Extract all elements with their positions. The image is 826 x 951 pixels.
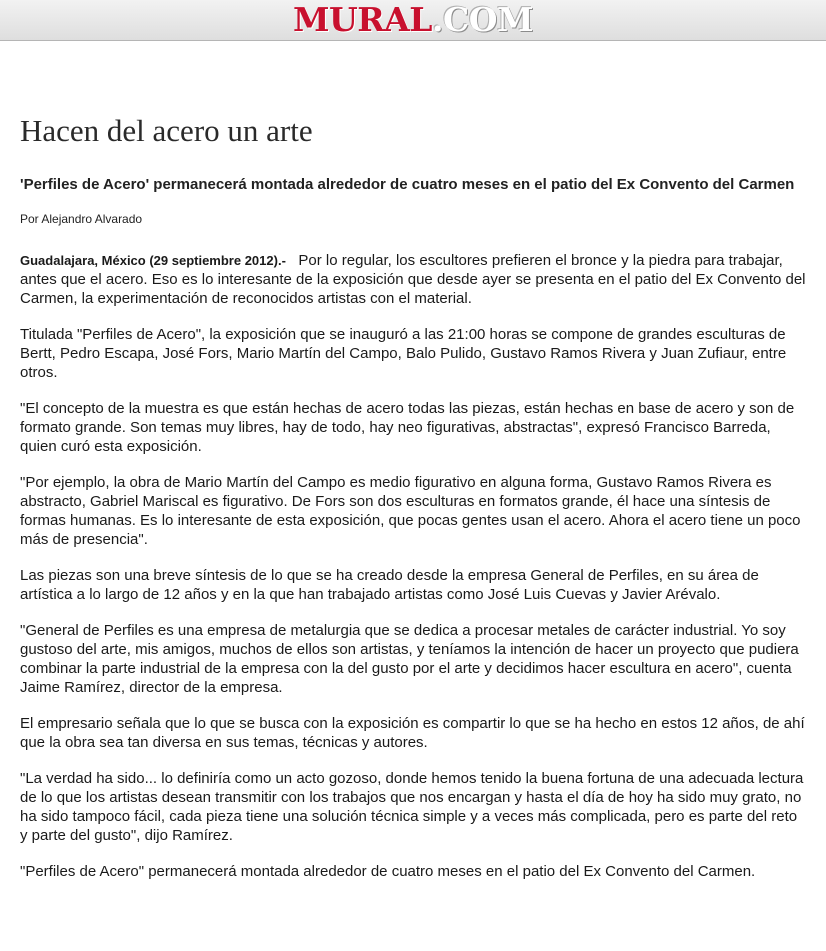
article-paragraph: El empresario señala que lo que se busca con la exposición es compartir lo que se ha hecho en estos 12 años, de ahí que la obra sea tan diversa en sus temas, técnicas y autores. (20, 715, 805, 751)
article-lead-paragraph (20, 251, 806, 308)
logo-brand: MURAL (292, 0, 432, 39)
article (20, 112, 806, 898)
masthead (0, 0, 826, 41)
article-paragraph: "La verdad ha sido... lo definiría como un acto gozoso, donde hemos tenido la buena fortuna de una adecuada lectura de lo que los artistas desean transmitir con los trabajos que nos encargan y hasta el día de hoy ha sido muy grato, no ha sido tampoco fácil, cada pieza tiene una solución técnica simple y a veces más complicada, pero es parte del reto y parte del gusto", dijo Ramírez. (20, 770, 804, 844)
article-lead: Por lo regular, los escultores prefieren el bronce y la piedra para trabajar, antes que el acero. Eso es lo interesante de la exposición que desde ayer se presenta en el patio del Ex Convento del Carmen, la experimentación de reconocidos artistas con el material. (20, 252, 806, 307)
article-paragraph: "Perfiles de Acero" permanecerá montada alrededor de cuatro meses en el patio del Ex Convento del Carmen. (20, 863, 756, 880)
mural-logo[interactable] (293, 2, 533, 38)
article-paragraph: "General de Perfiles es una empresa de metalurgia que se dedica a procesar metales de carácter industrial. Yo soy gustoso del arte, mis amigos, muchos de ellos son artistas, y teníamos la intención de hacer un proyecto que pudiera combinar la parte industrial de la empresa con la del gusto por el arte y decidimos hacer escultura en acero", cuenta Jaime Ramírez, director de la empresa. (20, 622, 799, 696)
article-byline: Por Alejandro Alvarado (20, 212, 143, 226)
article-title: Hacen del acero un arte (20, 113, 313, 148)
article-dateline: Guadalajara, México (29 septiembre 2012).- (20, 253, 286, 268)
article-body (20, 251, 806, 881)
article-subtitle: 'Perfiles de Acero' permanecerá montada alrededor de cuatro meses en el patio del Ex Convento del Carmen (20, 176, 795, 193)
article-paragraph: Titulada "Perfiles de Acero", la exposición que se inauguró a las 21:00 horas se compone de grandes esculturas de Bertt, Pedro Escapa, José Fors, Mario Martín del Campo, Balo Pulido, Gustavo Ramos Rivera y Juan Zufiaur, entre otros. (20, 326, 787, 381)
article-paragraph: "Por ejemplo, la obra de Mario Martín del Campo es medio figurativo en alguna forma, Gustavo Ramos Rivera es abstracto, Gabriel Mariscal es figurativo. De Fors son dos esculturas en formatos grande, él hace una síntesis de formas humanas. Es lo interesante de esta exposición, que pocas gentes usan el acero. Ahora el acero tiene un poco más de presencia". (20, 474, 801, 548)
article-paragraph: Las piezas son una breve síntesis de lo que se ha creado desde la empresa General de Perfiles, en su área de artística a lo largo de 12 años y en la que han trabajado artistas como José Luis Cuevas y Javier Arévalo. (20, 567, 759, 603)
article-paragraph: "El concepto de la muestra es que están hechas de acero todas las piezas, están hechas en base de acero y son de formato grande. Son temas muy libres, hay de todo, hay neo figurativas, abstractas", expresó Francisco Barreda, quien curó esta exposición. (20, 400, 795, 455)
logo-domain: .COM (432, 0, 534, 39)
